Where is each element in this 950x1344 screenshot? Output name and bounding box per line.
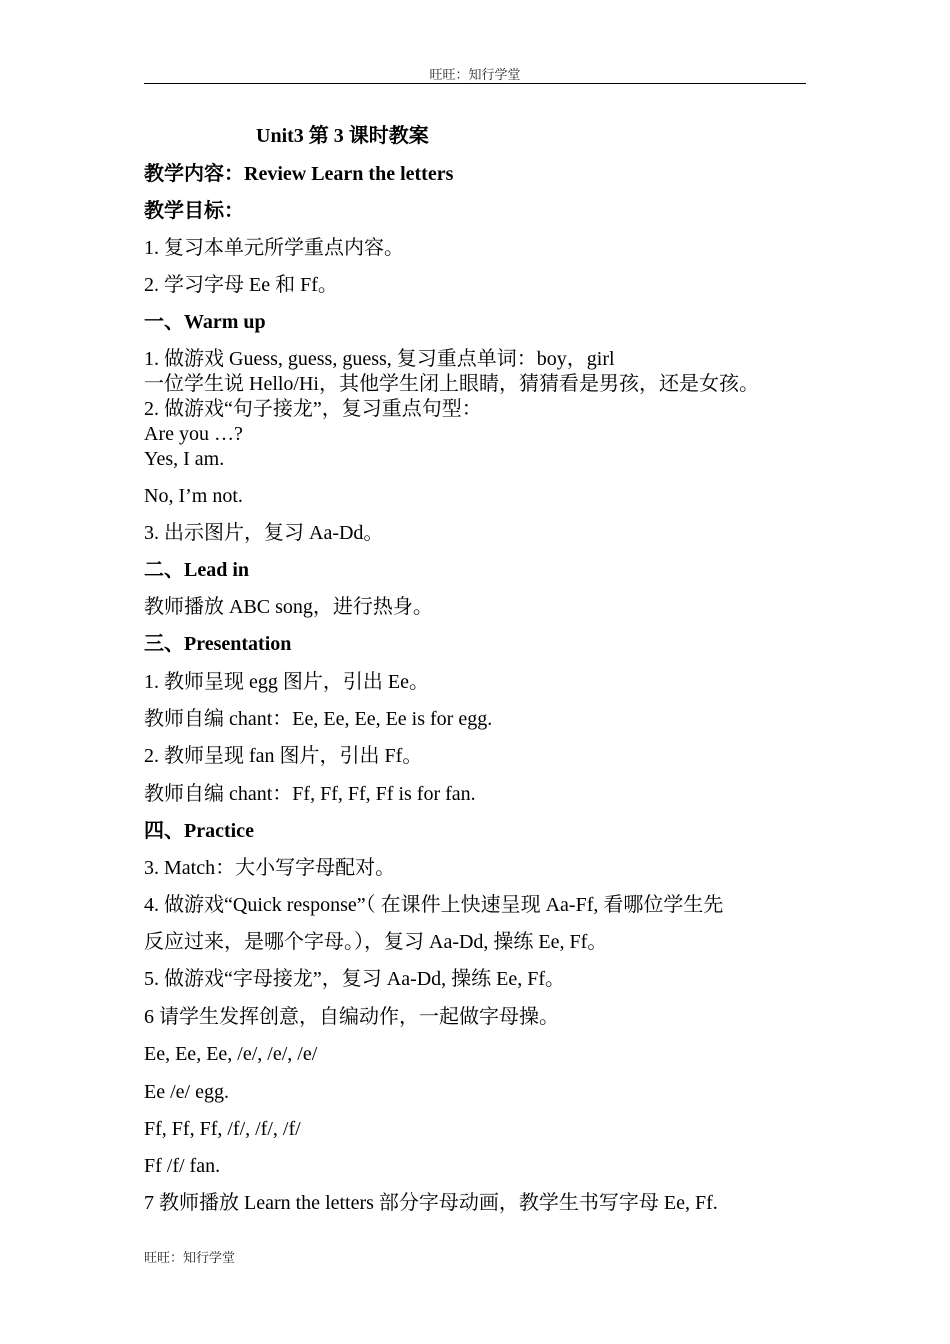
section-heading-practice: 四、Practice	[144, 820, 254, 842]
body-line: 5. 做游戏“字母接龙”，复习 Aa-Dd, 操练 Ee, Ff。	[144, 968, 566, 990]
body-line: Are you …?	[144, 423, 243, 445]
body-line: 3. Match：大小写字母配对。	[144, 857, 396, 879]
header-divider	[144, 83, 806, 84]
body-line: 一位学生说 Hello/Hi，其他学生闭上眼睛，猜猜看是男孩，还是女孩。	[144, 373, 759, 395]
section-heading-presentation: 三、Presentation	[144, 633, 292, 655]
body-line: 2. 教师呈现 fan 图片，引出 Ff。	[144, 745, 423, 767]
goal-item: 1. 复习本单元所学重点内容。	[144, 237, 404, 259]
body-line: 4. 做游戏“Quick response”（ 在课件上快速呈现 Aa-Ff, 看哪位学生先	[144, 894, 724, 916]
teaching-goals-heading: 教学目标：	[144, 200, 244, 222]
body-line: Ff, Ff, Ff, /f/, /f/, /f/	[144, 1118, 301, 1140]
section-heading-warm-up: 一、Warm up	[144, 311, 266, 333]
body-line: 1. 做游戏 Guess, guess, guess, 复习重点单词：boy，girl	[144, 348, 615, 370]
goal-item: 2. 学习字母 Ee 和 Ff。	[144, 274, 338, 296]
body-line: Ee, Ee, Ee, /e/, /e/, /e/	[144, 1043, 318, 1065]
body-line: 3. 出示图片，复习 Aa-Dd。	[144, 522, 384, 544]
body-line: 1. 教师呈现 egg 图片，引出 Ee。	[144, 671, 429, 693]
body-line: 反应过来，是哪个字母。），复习 Aa-Dd, 操练 Ee, Ff。	[144, 931, 608, 953]
teaching-content: 教学内容：Review Learn the letters	[144, 163, 454, 185]
document-title: Unit3 第 3 课时教案	[256, 125, 429, 147]
body-line: Ff /f/ fan.	[144, 1155, 221, 1177]
body-line: 2. 做游戏“句子接龙”，复习重点句型：	[144, 398, 482, 420]
page-header: 旺旺：知行学堂	[429, 67, 521, 82]
body-line: 教师自编 chant：Ff, Ff, Ff, Ff is for fan.	[144, 783, 476, 805]
body-line: 6 请学生发挥创意，自编动作，一起做字母操。	[144, 1006, 559, 1028]
body-line: Yes, I am.	[144, 448, 225, 470]
body-line: No, I’m not.	[144, 485, 243, 507]
body-line: Ee /e/ egg.	[144, 1081, 229, 1103]
section-heading-lead-in: 二、Lead in	[144, 559, 250, 581]
body-line: 教师播放 ABC song，进行热身。	[144, 596, 433, 618]
page-footer: 旺旺：知行学堂	[144, 1250, 236, 1265]
body-line: 7 教师播放 Learn the letters 部分字母动画，教学生书写字母 Ee, Ff.	[144, 1192, 718, 1214]
body-line: 教师自编 chant：Ee, Ee, Ee, Ee is for egg.	[144, 708, 493, 730]
